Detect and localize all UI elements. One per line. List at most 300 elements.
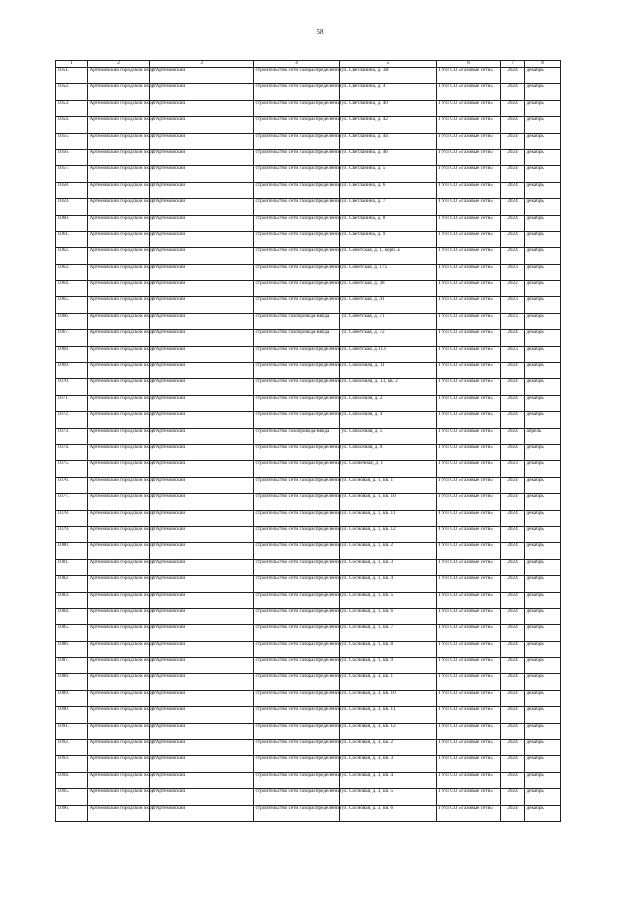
address-cell: ул. Светланина, д. 5 — [340, 166, 437, 182]
year-cell: 2024 — [501, 412, 525, 428]
organization-cell: ГУП СО «Газовые сети» — [437, 199, 501, 215]
organization-cell: ГУП СО «Газовые сети» — [437, 133, 501, 149]
locality-cell: г. Артемовский — [150, 199, 254, 215]
organization-cell: ГУП СО «Газовые сети» — [437, 100, 501, 116]
month-cell: декабрь — [525, 526, 561, 542]
work-type-cell: строительство сети газораспределения — [254, 526, 340, 542]
month-cell: декабрь — [525, 248, 561, 264]
table-row — [56, 772, 561, 788]
year-cell: 2024 — [501, 707, 525, 723]
work-type-cell: строительство сети газораспределения — [254, 100, 340, 116]
locality-cell: г. Артемовский — [150, 805, 254, 821]
locality-cell: г. Артемовский — [150, 313, 254, 329]
address-cell: ул. Советская, д. 38 — [340, 281, 437, 297]
locality-cell: г. Артемовский — [150, 363, 254, 379]
work-type-cell: строительство сети газораспределения — [254, 166, 340, 182]
table-row — [56, 133, 561, 149]
row-number: 1085. — [56, 625, 88, 641]
year-cell: 2024 — [501, 444, 525, 460]
address-cell: ул. Светланина, д. 46 — [340, 149, 437, 165]
district-cell: Артемовский городской округ — [88, 461, 150, 477]
district-cell: Артемовский городской округ — [88, 576, 150, 592]
row-number: 1095. — [56, 789, 88, 805]
organization-cell: ГУП СО «Газовые сети» — [437, 444, 501, 460]
row-number: 1078. — [56, 510, 88, 526]
organization-cell: ГУП СО «Газовые сети» — [437, 363, 501, 379]
year-cell: 2024 — [501, 608, 525, 624]
address-cell: ул. Сосновая, д. 1, кв. 1 — [340, 477, 437, 493]
locality-cell: г. Артемовский — [150, 707, 254, 723]
year-cell: 2024 — [501, 723, 525, 739]
district-cell: Артемовский городской округ — [88, 592, 150, 608]
table-row — [56, 494, 561, 510]
locality-cell: г. Артемовский — [150, 395, 254, 411]
row-number: 1083. — [56, 592, 88, 608]
table-row — [56, 526, 561, 542]
district-cell: Артемовский городской округ — [88, 133, 150, 149]
district-cell: Артемовский городской округ — [88, 690, 150, 706]
row-number: 1073. — [56, 428, 88, 444]
row-number: 1092. — [56, 740, 88, 756]
registry-table — [55, 60, 561, 822]
row-number: 1056. — [56, 149, 88, 165]
year-cell: 2024 — [501, 772, 525, 788]
table-row — [56, 166, 561, 182]
district-cell: Артемовский городской округ — [88, 330, 150, 346]
row-number: 1061. — [56, 231, 88, 247]
month-cell: декабрь — [525, 740, 561, 756]
organization-cell: ГУП СО «Газовые сети» — [437, 674, 501, 690]
month-cell: декабрь — [525, 543, 561, 559]
row-number: 1051. — [56, 68, 88, 84]
work-type-cell: строительство сети газораспределения — [254, 690, 340, 706]
address-cell: ул. Совхозная, д. 11 — [340, 363, 437, 379]
row-number: 1059. — [56, 199, 88, 215]
month-cell: декабрь — [525, 477, 561, 493]
year-cell: 2024 — [501, 395, 525, 411]
address-cell: ул. Светланина, д. 3В — [340, 68, 437, 84]
year-cell: 2024 — [501, 248, 525, 264]
year-cell: 2023 — [501, 313, 525, 329]
address-cell: ул. Сосновая, д. 1, кв. 3 — [340, 559, 437, 575]
district-cell: Артемовский городской округ — [88, 477, 150, 493]
table-row — [56, 412, 561, 428]
locality-cell: г. Артемовский — [150, 576, 254, 592]
table-body — [56, 68, 561, 822]
page-number: 58 — [316, 28, 324, 36]
address-cell: ул. Сосновая, д. 3, кв. 1 — [340, 674, 437, 690]
organization-cell: ГУП СО «Газовые сети» — [437, 789, 501, 805]
year-cell: 2023 — [501, 297, 525, 313]
address-cell: ул. Сосновая, д. 1, кв. 4 — [340, 576, 437, 592]
row-number: 1091. — [56, 723, 88, 739]
organization-cell: ГУП СО «Газовые сети» — [437, 608, 501, 624]
row-number: 1072. — [56, 412, 88, 428]
organization-cell: ГУП СО «Газовые сети» — [437, 231, 501, 247]
table-row — [56, 100, 561, 116]
district-cell: Артемовский городской округ — [88, 84, 150, 100]
table-row — [56, 68, 561, 84]
row-number: 1082. — [56, 576, 88, 592]
organization-cell: ГУП СО «Газовые сети» — [437, 510, 501, 526]
row-number: 1066. — [56, 313, 88, 329]
district-cell: Артемовский городской округ — [88, 264, 150, 280]
row-number: 1094. — [56, 772, 88, 788]
year-cell: 2024 — [501, 641, 525, 657]
district-cell: Артемовский городской округ — [88, 543, 150, 559]
work-type-cell: строительство сети газораспределения — [254, 772, 340, 788]
address-cell: ул. Сосновая, д. 1, кв. 2 — [340, 543, 437, 559]
month-cell: апрель — [525, 428, 561, 444]
table-row — [56, 576, 561, 592]
district-cell: Артемовский городской округ — [88, 526, 150, 542]
row-number: 1090. — [56, 707, 88, 723]
district-cell: Артемовский городской округ — [88, 149, 150, 165]
month-cell: декабрь — [525, 313, 561, 329]
year-cell: 2024 — [501, 658, 525, 674]
locality-cell: г. Артемовский — [150, 444, 254, 460]
locality-cell: г. Артемовский — [150, 100, 254, 116]
year-cell: 2024 — [501, 133, 525, 149]
table-row — [56, 379, 561, 395]
district-cell: Артемовский городской округ — [88, 805, 150, 821]
district-cell: Артемовский городской округ — [88, 281, 150, 297]
year-cell: 2024 — [501, 477, 525, 493]
locality-cell: г. Артемовский — [150, 756, 254, 772]
work-type-cell: строительство сети газораспределения — [254, 559, 340, 575]
district-cell: Артемовский городской округ — [88, 100, 150, 116]
organization-cell: ГУП СО «Газовые сети» — [437, 461, 501, 477]
table-row — [56, 641, 561, 657]
row-number: 1065. — [56, 297, 88, 313]
work-type-cell: строительство сети газораспределения — [254, 707, 340, 723]
table-row — [56, 658, 561, 674]
year-cell: 2024 — [501, 756, 525, 772]
work-type-cell: строительство сети газораспределения — [254, 117, 340, 133]
row-number: 1093. — [56, 756, 88, 772]
locality-cell: г. Артемовский — [150, 592, 254, 608]
district-cell: Артемовский городской округ — [88, 740, 150, 756]
year-cell: 2024 — [501, 592, 525, 608]
district-cell: Артемовский городской округ — [88, 215, 150, 231]
month-cell: декабрь — [525, 379, 561, 395]
locality-cell: г. Артемовский — [150, 723, 254, 739]
organization-cell: ГУП СО «Газовые сети» — [437, 395, 501, 411]
month-cell: декабрь — [525, 117, 561, 133]
district-cell: Артемовский городской округ — [88, 297, 150, 313]
district-cell: Артемовский городской округ — [88, 559, 150, 575]
organization-cell: ГУП СО «Газовые сети» — [437, 625, 501, 641]
organization-cell: ГУП СО «Газовые сети» — [437, 723, 501, 739]
month-cell: декабрь — [525, 281, 561, 297]
address-cell: ул. Совхозная, д. 8 — [340, 444, 437, 460]
row-number: 1096. — [56, 805, 88, 821]
district-cell: Артемовский городской округ — [88, 412, 150, 428]
organization-cell: ГУП СО «Газовые сети» — [437, 559, 501, 575]
month-cell: декабрь — [525, 789, 561, 805]
table-row — [56, 297, 561, 313]
month-cell: декабрь — [525, 149, 561, 165]
year-cell: 2024 — [501, 740, 525, 756]
month-cell: декабрь — [525, 576, 561, 592]
row-number: 1070. — [56, 379, 88, 395]
month-cell: декабрь — [525, 182, 561, 198]
organization-cell: ГУП СО «Газовые сети» — [437, 412, 501, 428]
month-cell: декабрь — [525, 592, 561, 608]
month-cell: декабрь — [525, 461, 561, 477]
row-number: 1057. — [56, 166, 88, 182]
month-cell: декабрь — [525, 84, 561, 100]
work-type-cell: строительство сети газораспределения — [254, 723, 340, 739]
row-number: 1077. — [56, 494, 88, 510]
work-type-cell: строительство сети газораспределения — [254, 461, 340, 477]
locality-cell: г. Артемовский — [150, 543, 254, 559]
year-cell: 2024 — [501, 84, 525, 100]
year-cell: 2022 — [501, 281, 525, 297]
locality-cell: г. Артемовский — [150, 297, 254, 313]
work-type-cell: строительство сети газораспределения — [254, 297, 340, 313]
table-row — [56, 444, 561, 460]
address-cell: ул. Светланина, д. 7 — [340, 199, 437, 215]
organization-cell: ГУП СО «Газовые сети» — [437, 182, 501, 198]
table-row — [56, 723, 561, 739]
row-number: 1086. — [56, 641, 88, 657]
locality-cell: г. Артемовский — [150, 494, 254, 510]
district-cell: Артемовский городской округ — [88, 248, 150, 264]
address-cell: ул. Сосновая, д. 1, кв. 12 — [340, 526, 437, 542]
table-row — [56, 395, 561, 411]
address-cell: ул. Светланина, д. 40 — [340, 100, 437, 116]
table-row — [56, 707, 561, 723]
district-cell: Артемовский городской округ — [88, 494, 150, 510]
address-cell: ул. Сосновая, д. 3, кв. 3 — [340, 756, 437, 772]
work-type-cell: строительство сети газораспределения — [254, 658, 340, 674]
work-type-cell: строительство сети газораспределения — [254, 149, 340, 165]
organization-cell: ГУП СО «Газовые сети» — [437, 526, 501, 542]
address-cell: ул. Светланина, д. 9 — [340, 231, 437, 247]
table-row — [56, 805, 561, 821]
district-cell: Артемовский городской округ — [88, 444, 150, 460]
address-cell: ул. Сосновая, д. 3, кв. 5 — [340, 789, 437, 805]
locality-cell: г. Артемовский — [150, 674, 254, 690]
year-cell: 2023 — [501, 346, 525, 362]
locality-cell: г. Артемовский — [150, 166, 254, 182]
month-cell: декабрь — [525, 68, 561, 84]
month-cell: декабрь — [525, 346, 561, 362]
year-cell: 2024 — [501, 231, 525, 247]
organization-cell: ГУП СО «Газовые сети» — [437, 215, 501, 231]
row-number: 1076. — [56, 477, 88, 493]
year-cell: 2024 — [501, 510, 525, 526]
locality-cell: г. Артемовский — [150, 461, 254, 477]
locality-cell: г. Артемовский — [150, 510, 254, 526]
month-cell: декабрь — [525, 674, 561, 690]
district-cell: Артемовский городской округ — [88, 608, 150, 624]
organization-cell: ГУП СО «Газовые сети» — [437, 543, 501, 559]
organization-cell: ГУП СО «Газовые сети» — [437, 690, 501, 706]
row-number: 1075. — [56, 461, 88, 477]
address-cell: ул. Сосновая, д. 3, кв. 10 — [340, 690, 437, 706]
organization-cell: ГУП СО «Газовые сети» — [437, 248, 501, 264]
organization-cell: ГУП СО «Газовые сети» — [437, 756, 501, 772]
row-number: 1063. — [56, 264, 88, 280]
table-row — [56, 543, 561, 559]
year-cell: 2024 — [501, 330, 525, 346]
table-row — [56, 690, 561, 706]
year-cell: 2024 — [501, 149, 525, 165]
table-row — [56, 592, 561, 608]
table-row — [56, 740, 561, 756]
year-cell: 2024 — [501, 166, 525, 182]
month-cell: декабрь — [525, 297, 561, 313]
year-cell: 2024 — [501, 494, 525, 510]
month-cell: декабрь — [525, 690, 561, 706]
locality-cell: г. Артемовский — [150, 412, 254, 428]
work-type-cell: строительство сети газораспределения — [254, 215, 340, 231]
table-row — [56, 363, 561, 379]
table-row — [56, 559, 561, 575]
month-cell: декабрь — [525, 510, 561, 526]
table-row — [56, 608, 561, 624]
locality-cell: г. Артемовский — [150, 559, 254, 575]
table-row — [56, 461, 561, 477]
year-cell: 2024 — [501, 100, 525, 116]
row-number: 1058. — [56, 182, 88, 198]
organization-cell: ГУП СО «Газовые сети» — [437, 149, 501, 165]
table-row — [56, 330, 561, 346]
locality-cell: г. Артемовский — [150, 149, 254, 165]
work-type-cell: строительство сети газораспределения — [254, 444, 340, 460]
month-cell: декабрь — [525, 707, 561, 723]
month-cell: декабрь — [525, 412, 561, 428]
work-type-cell: строительство газопровода-ввода — [254, 330, 340, 346]
month-cell: декабрь — [525, 330, 561, 346]
row-number: 1055. — [56, 133, 88, 149]
row-number: 1060. — [56, 215, 88, 231]
organization-cell: ГУП СО «Газовые сети» — [437, 166, 501, 182]
locality-cell: г. Артемовский — [150, 264, 254, 280]
address-cell: ул. Совхозная, д. 4 — [340, 412, 437, 428]
table-row — [56, 428, 561, 444]
month-cell: декабрь — [525, 100, 561, 116]
month-cell: декабрь — [525, 772, 561, 788]
table-row — [56, 149, 561, 165]
month-cell: декабрь — [525, 641, 561, 657]
district-cell: Артемовский городской округ — [88, 395, 150, 411]
table-row — [56, 510, 561, 526]
row-number: 1089. — [56, 690, 88, 706]
year-cell: 2024 — [501, 674, 525, 690]
work-type-cell: строительство сети газораспределения — [254, 84, 340, 100]
locality-cell: г. Артемовский — [150, 477, 254, 493]
organization-cell: ГУП СО «Газовые сети» — [437, 658, 501, 674]
locality-cell: г. Артемовский — [150, 182, 254, 198]
row-number: 1053. — [56, 100, 88, 116]
table-row — [56, 346, 561, 362]
work-type-cell: строительство сети газораспределения — [254, 543, 340, 559]
organization-cell: ГУП СО «Газовые сети» — [437, 330, 501, 346]
address-cell: ул. Совхозная, д. 13, кв. 2 — [340, 379, 437, 395]
address-cell: ул. Советская, д.113 — [340, 346, 437, 362]
district-cell: Артемовский городской округ — [88, 625, 150, 641]
work-type-cell: строительство сети газораспределения — [254, 625, 340, 641]
year-cell: 2024 — [501, 215, 525, 231]
locality-cell: г. Артемовский — [150, 346, 254, 362]
district-cell: Артемовский городской округ — [88, 674, 150, 690]
year-cell: 2024 — [501, 690, 525, 706]
address-cell: ул. Советская, д. 1, корп. а — [340, 248, 437, 264]
district-cell: Артемовский городской округ — [88, 363, 150, 379]
row-number: 1080. — [56, 543, 88, 559]
work-type-cell: строительство сети газораспределения — [254, 510, 340, 526]
work-type-cell: строительство сети газораспределения — [254, 608, 340, 624]
month-cell: декабрь — [525, 658, 561, 674]
locality-cell: г. Артемовский — [150, 133, 254, 149]
month-cell: декабрь — [525, 395, 561, 411]
address-cell: ул. Сосновая, д. 3, кв. 11 — [340, 707, 437, 723]
year-cell: 2024 — [501, 199, 525, 215]
year-cell: 2023 — [501, 264, 525, 280]
column-header: 7 — [501, 61, 525, 68]
address-cell: ул. Сосновая, д. 1, кв. 10 — [340, 494, 437, 510]
organization-cell: ГУП СО «Газовые сети» — [437, 740, 501, 756]
district-cell: Артемовский городской округ — [88, 199, 150, 215]
work-type-cell: строительство сети газораспределения — [254, 199, 340, 215]
row-number: 1067. — [56, 330, 88, 346]
organization-cell: ГУП СО «Газовые сети» — [437, 379, 501, 395]
row-number: 1052. — [56, 84, 88, 100]
work-type-cell: строительство сети газораспределения — [254, 576, 340, 592]
locality-cell: г. Артемовский — [150, 330, 254, 346]
work-type-cell: строительство сети газораспределения — [254, 363, 340, 379]
year-cell: 2024 — [501, 805, 525, 821]
column-header: 4 — [254, 61, 340, 68]
work-type-cell: строительство сети газораспределения — [254, 68, 340, 84]
table-row — [56, 477, 561, 493]
district-cell: Артемовский городской округ — [88, 658, 150, 674]
month-cell: декабрь — [525, 625, 561, 641]
work-type-cell: строительство сети газораспределения — [254, 674, 340, 690]
row-number: 1069. — [56, 363, 88, 379]
locality-cell: г. Артемовский — [150, 608, 254, 624]
organization-cell: ГУП СО «Газовые сети» — [437, 281, 501, 297]
locality-cell: г. Артемовский — [150, 281, 254, 297]
address-cell: ул. Сосновая, д. 1, кв. 11 — [340, 510, 437, 526]
table-row — [56, 215, 561, 231]
month-cell: декабрь — [525, 215, 561, 231]
address-cell: ул. Солнечная, д. 1 — [340, 461, 437, 477]
month-cell: декабрь — [525, 756, 561, 772]
locality-cell: г. Артемовский — [150, 231, 254, 247]
row-number: 1071. — [56, 395, 88, 411]
year-cell: 2024 — [501, 559, 525, 575]
year-cell: 2024 — [501, 428, 525, 444]
organization-cell: ГУП СО «Газовые сети» — [437, 707, 501, 723]
column-header: 6 — [437, 61, 501, 68]
row-number: 1068. — [56, 346, 88, 362]
table-row — [56, 789, 561, 805]
organization-cell: ГУП СО «Газовые сети» — [437, 477, 501, 493]
organization-cell: ГУП СО «Газовые сети» — [437, 264, 501, 280]
locality-cell: г. Артемовский — [150, 84, 254, 100]
address-cell: ул. Сосновая, д. 3, кв. 12 — [340, 723, 437, 739]
month-cell: декабрь — [525, 133, 561, 149]
row-number: 1088. — [56, 674, 88, 690]
locality-cell: г. Артемовский — [150, 526, 254, 542]
address-cell: ул. Совхозная, д. 5 — [340, 428, 437, 444]
table-row — [56, 264, 561, 280]
work-type-cell: строительство сети газораспределения — [254, 805, 340, 821]
